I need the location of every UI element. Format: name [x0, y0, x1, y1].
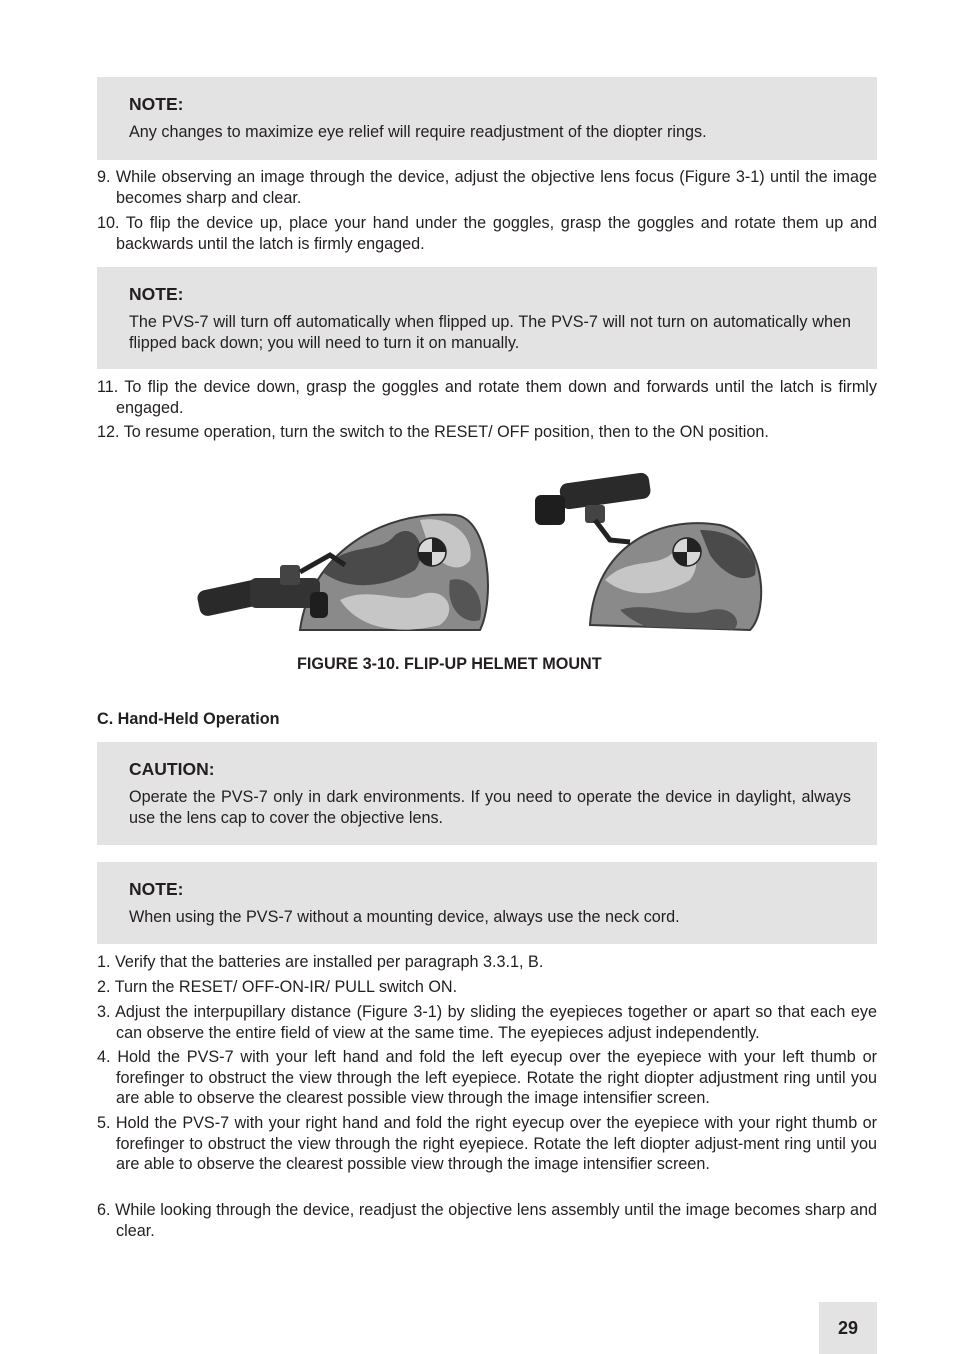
note-title: NOTE: [129, 94, 184, 114]
note-text: When using the PVS-7 without a mounting device, always use the neck cord. [129, 908, 680, 926]
note-text: Any changes to maximize eye relief will require readjustment of the diopter rings. [129, 123, 707, 141]
step-5: 5. Hold the PVS-7 with your right hand and fold the right eyecup over the eyepiece with your right thumb or forefinger to obstruct the view through the right eyepiece. Rotate the left diopter adjust-ment ring until you are able to observe the clearest possible view through the image intensifier screen. [97, 1114, 877, 1174]
helmet-mount-figure [190, 460, 780, 645]
step-3: 3. Adjust the interpupillary distance (Figure 3-1) by sliding the eyepieces together or apart so that each eye can observe the entire field of view at the same time. The eyepieces adjust independently. [97, 1003, 877, 1042]
step-1: 1. Verify that the batteries are installed per paragraph 3.3.1, B. [97, 953, 544, 971]
note-box-flip-up [97, 267, 877, 369]
step-9: 9. While observing an image through the device, adjust the objective lens focus (Figure 3-1) until the image becomes sharp and clear. [97, 168, 877, 207]
caution-box [97, 742, 877, 845]
step-4: 4. Hold the PVS-7 with your left hand and fold the left eyecup over the eyepiece with your left thumb or forefinger to obstruct the view through the left eyepiece. Rotate the right diopter adjustment ring until you are able to observe the clearest possible view through the image intensifier screen. [97, 1048, 877, 1108]
caution-title: CAUTION: [129, 759, 215, 779]
step-10: 10. To flip the device up, place your hand under the goggles, grasp the goggles and rotate them up and backwards until the latch is firmly engaged. [97, 214, 877, 253]
caution-text: Operate the PVS-7 only in dark environments. If you need to operate the device in daylight, always use the lens cap to cover the objective lens. [129, 788, 851, 827]
step-2: 2. Turn the RESET/ OFF-ON-IR/ PULL switch ON. [97, 978, 458, 996]
step-6: 6. While looking through the device, readjust the objective lens assembly until the image becomes sharp and clear. [97, 1201, 877, 1240]
note-text: The PVS-7 will turn off automatically when flipped up. The PVS-7 will not turn on automatically when flipped back down; you will need to turn it on manually. [129, 313, 851, 352]
note-title: NOTE: [129, 879, 184, 899]
figure-caption: FIGURE 3-10. FLIP-UP HELMET MOUNT [297, 655, 602, 673]
section-heading: C. Hand-Held Operation [97, 710, 280, 728]
step-11: 11. To flip the device down, grasp the goggles and rotate them down and forwards until the latch is firmly engaged. [97, 378, 877, 417]
page-number: 29 [819, 1302, 877, 1354]
helmet-left-image [196, 515, 488, 630]
note-box-neck-cord [97, 862, 877, 944]
step-12: 12. To resume operation, turn the switch to the RESET/ OFF position, then to the ON position. [97, 423, 769, 441]
note-title: NOTE: [129, 284, 184, 304]
note-box-eye-relief [97, 77, 877, 160]
helmet-right-image [535, 472, 761, 635]
